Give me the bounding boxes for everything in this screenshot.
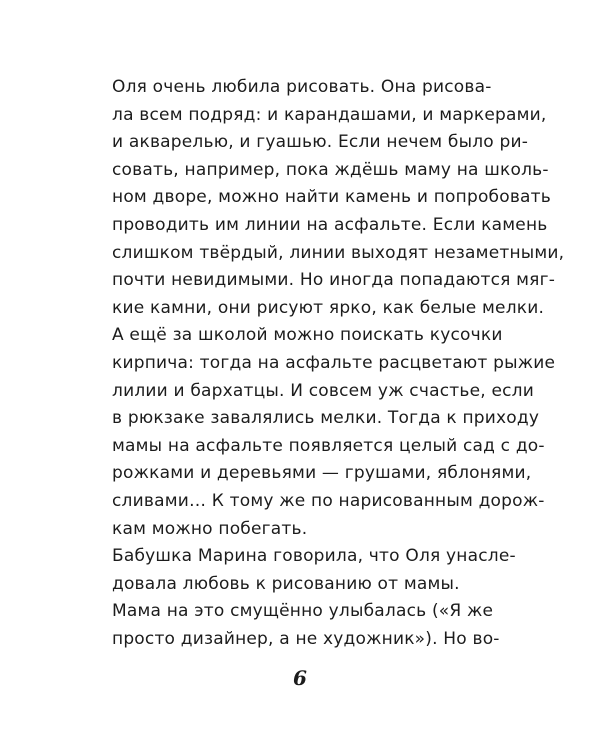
text-line: кам можно побегать. [112,518,308,539]
text-line: А ещё за школой можно поискать кусочки [112,325,503,346]
text-line: слишком твёрдый, линии выходят незаметными, [112,242,565,263]
text-line: довала любовь к рисованию от мамы. [112,573,460,594]
text-line: просто дизайнер, а не художник»). Но во- [112,628,500,649]
text-line: рожками и деревьями — грушами, яблонями, [112,463,532,484]
text-line: и акварелью, и гуашью. Если нечем было ри- [112,132,529,153]
text-line: лилии и бархатцы. И совсем уж счастье, если [112,380,534,401]
text-line: совать, например, пока ждёшь маму на школь- [112,159,549,180]
text-line: кие камни, они рисуют ярко, как белые мелки. [112,297,545,318]
text-line: кирпича: тогда на асфальте расцветают рыжие [112,352,556,373]
text-line: мамы на асфальте появляется целый сад с до- [112,435,545,456]
text-line: почти невидимыми. Но иногда попадаются мяг- [112,270,556,291]
body-text [112,74,565,653]
text-line: проводить им линии на асфальте. Если камень [112,214,548,235]
text-line: ном дворе, можно найти камень и попробовать [112,187,551,208]
text-line: ла всем подряд: и карандашами, и маркерами, [112,104,547,125]
text-line: сливами… К тому же по нарисованным дорож- [112,490,545,511]
text-line: Оля очень любила рисовать. Она рисова- [112,77,492,97]
text-line: Мама на это смущённо улыбалась («Я же [112,601,494,622]
text-line: Бабушка Марина говорила, что Оля унасле- [112,546,516,567]
page-number: 6 [293,666,307,690]
text-line: в рюкзаке завалялись мелки. Тогда к приходу [112,408,540,429]
